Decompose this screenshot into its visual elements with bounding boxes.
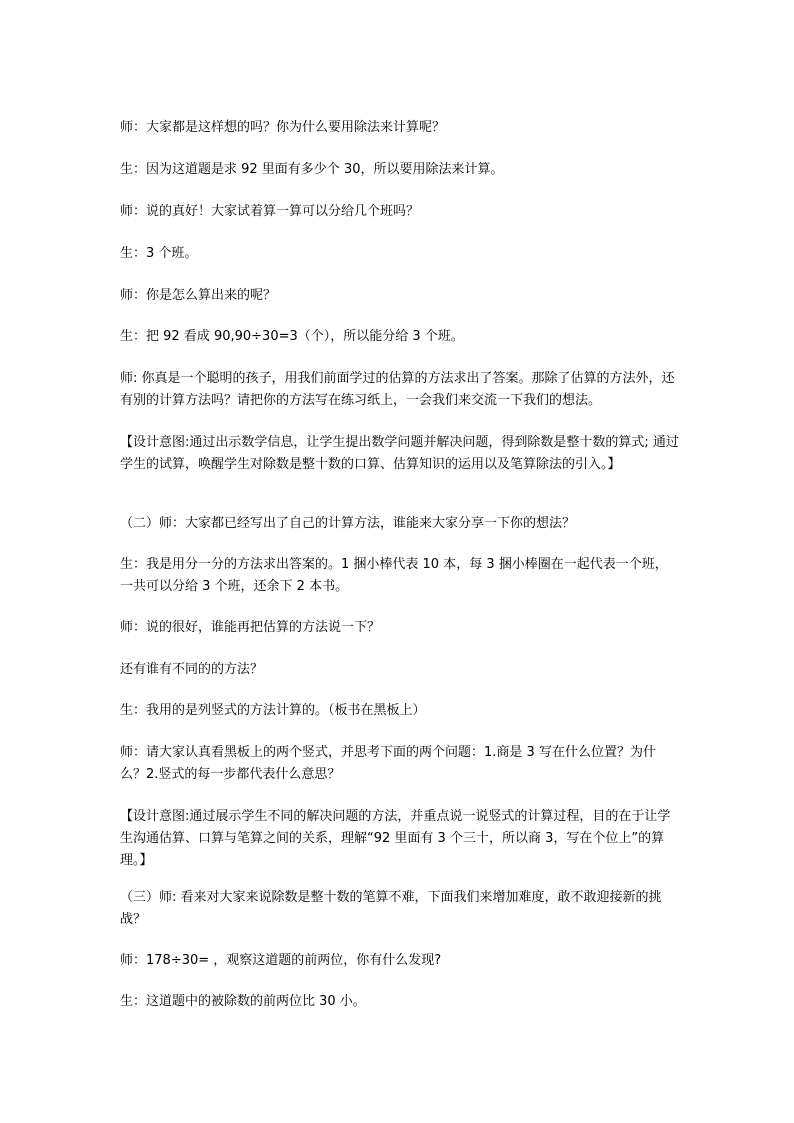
section-two-paragraph: （二）师：大家都已经写出了自己的计算方法，谁能来大家分享一下你的想法？ (120, 516, 576, 531)
dialogue-paragraph-12: 师：请大家认真看黑板上的两个竖式，并思考下面的两个问题：1.商是 3 写在什么位置？为什么？2.竖式的每一步都代表什么意思？ (120, 745, 656, 782)
dialogue-paragraph-1: 师：大家都是这样想的吗？你为什么要用除法来计算呢？ (120, 120, 446, 135)
design-intent-paragraph-1: 【设计意图:通过出示数学信息，让学生提出数学问题并解决问题，得到除数是整十数的算式; 通过学生的试算，唤醒学生对除数是整十数的口算、估算知识的运用以及笔算除法的引入。】 (120, 435, 679, 472)
dialogue-paragraph-5: 师：你是怎么算出来的呢？ (120, 288, 277, 303)
dialogue-paragraph-7: 师: 你真是一个聪明的孩子，用我们前面学过的估算的方法求出了答案。那除了估算的方法外，还有别的计算方法吗？请把你的方法写在练习纸上，一会我们来交流一下我们的想法。 (120, 371, 675, 408)
dialogue-paragraph-6: 生：把 92 看成 90,90÷30=3（个），所以能分给 3 个班。 (120, 329, 464, 344)
dialogue-paragraph-2: 生：因为这道题是求 92 里面有多少个 30，所以要用除法来计算。 (120, 162, 504, 177)
dialogue-paragraph-11: 生：我用的是列竖式的方法计算的。（板书在黑板上） (120, 703, 426, 718)
dialogue-paragraph-8: 生：我是用分一分的方法求出答案的。1 捆小棒代表 10 本，每 3 捆小棒圈在一起代表一个班，一共可以分给 3 个班，还余下 2 本书。 (120, 557, 668, 594)
dialogue-paragraph-10: 还有谁有不同的的方法？ (120, 662, 264, 677)
design-intent-paragraph-2: 【设计意图:通过展示学生不同的解决问题的方法，并重点说一说竖式的计算过程，目的在于让学生沟通估算、口算与笔算之间的关系，理解“92 里面有 3 个三十，所以商 3，写在个位上”的算理。】 (120, 809, 671, 868)
section-three-paragraph: （三）师: 看来对大家来说除数是整十数的笔算不难，下面我们来增加难度，敢不敢迎接新的挑战？ (120, 890, 662, 927)
dialogue-paragraph-14: 生：这道题中的被除数的前两位比 30 小。 (120, 994, 366, 1009)
dialogue-paragraph-9: 师：说的很好，谁能再把估算的方法说一下？ (120, 620, 381, 635)
dialogue-paragraph-13: 师：178÷30= ，观察这道题的前两位，你有什么发现? (120, 953, 442, 968)
dialogue-paragraph-3: 师：说的真好！大家试着算一算可以分给几个班吗？ (120, 204, 420, 219)
dialogue-paragraph-4: 生：3 个班。 (120, 246, 198, 261)
